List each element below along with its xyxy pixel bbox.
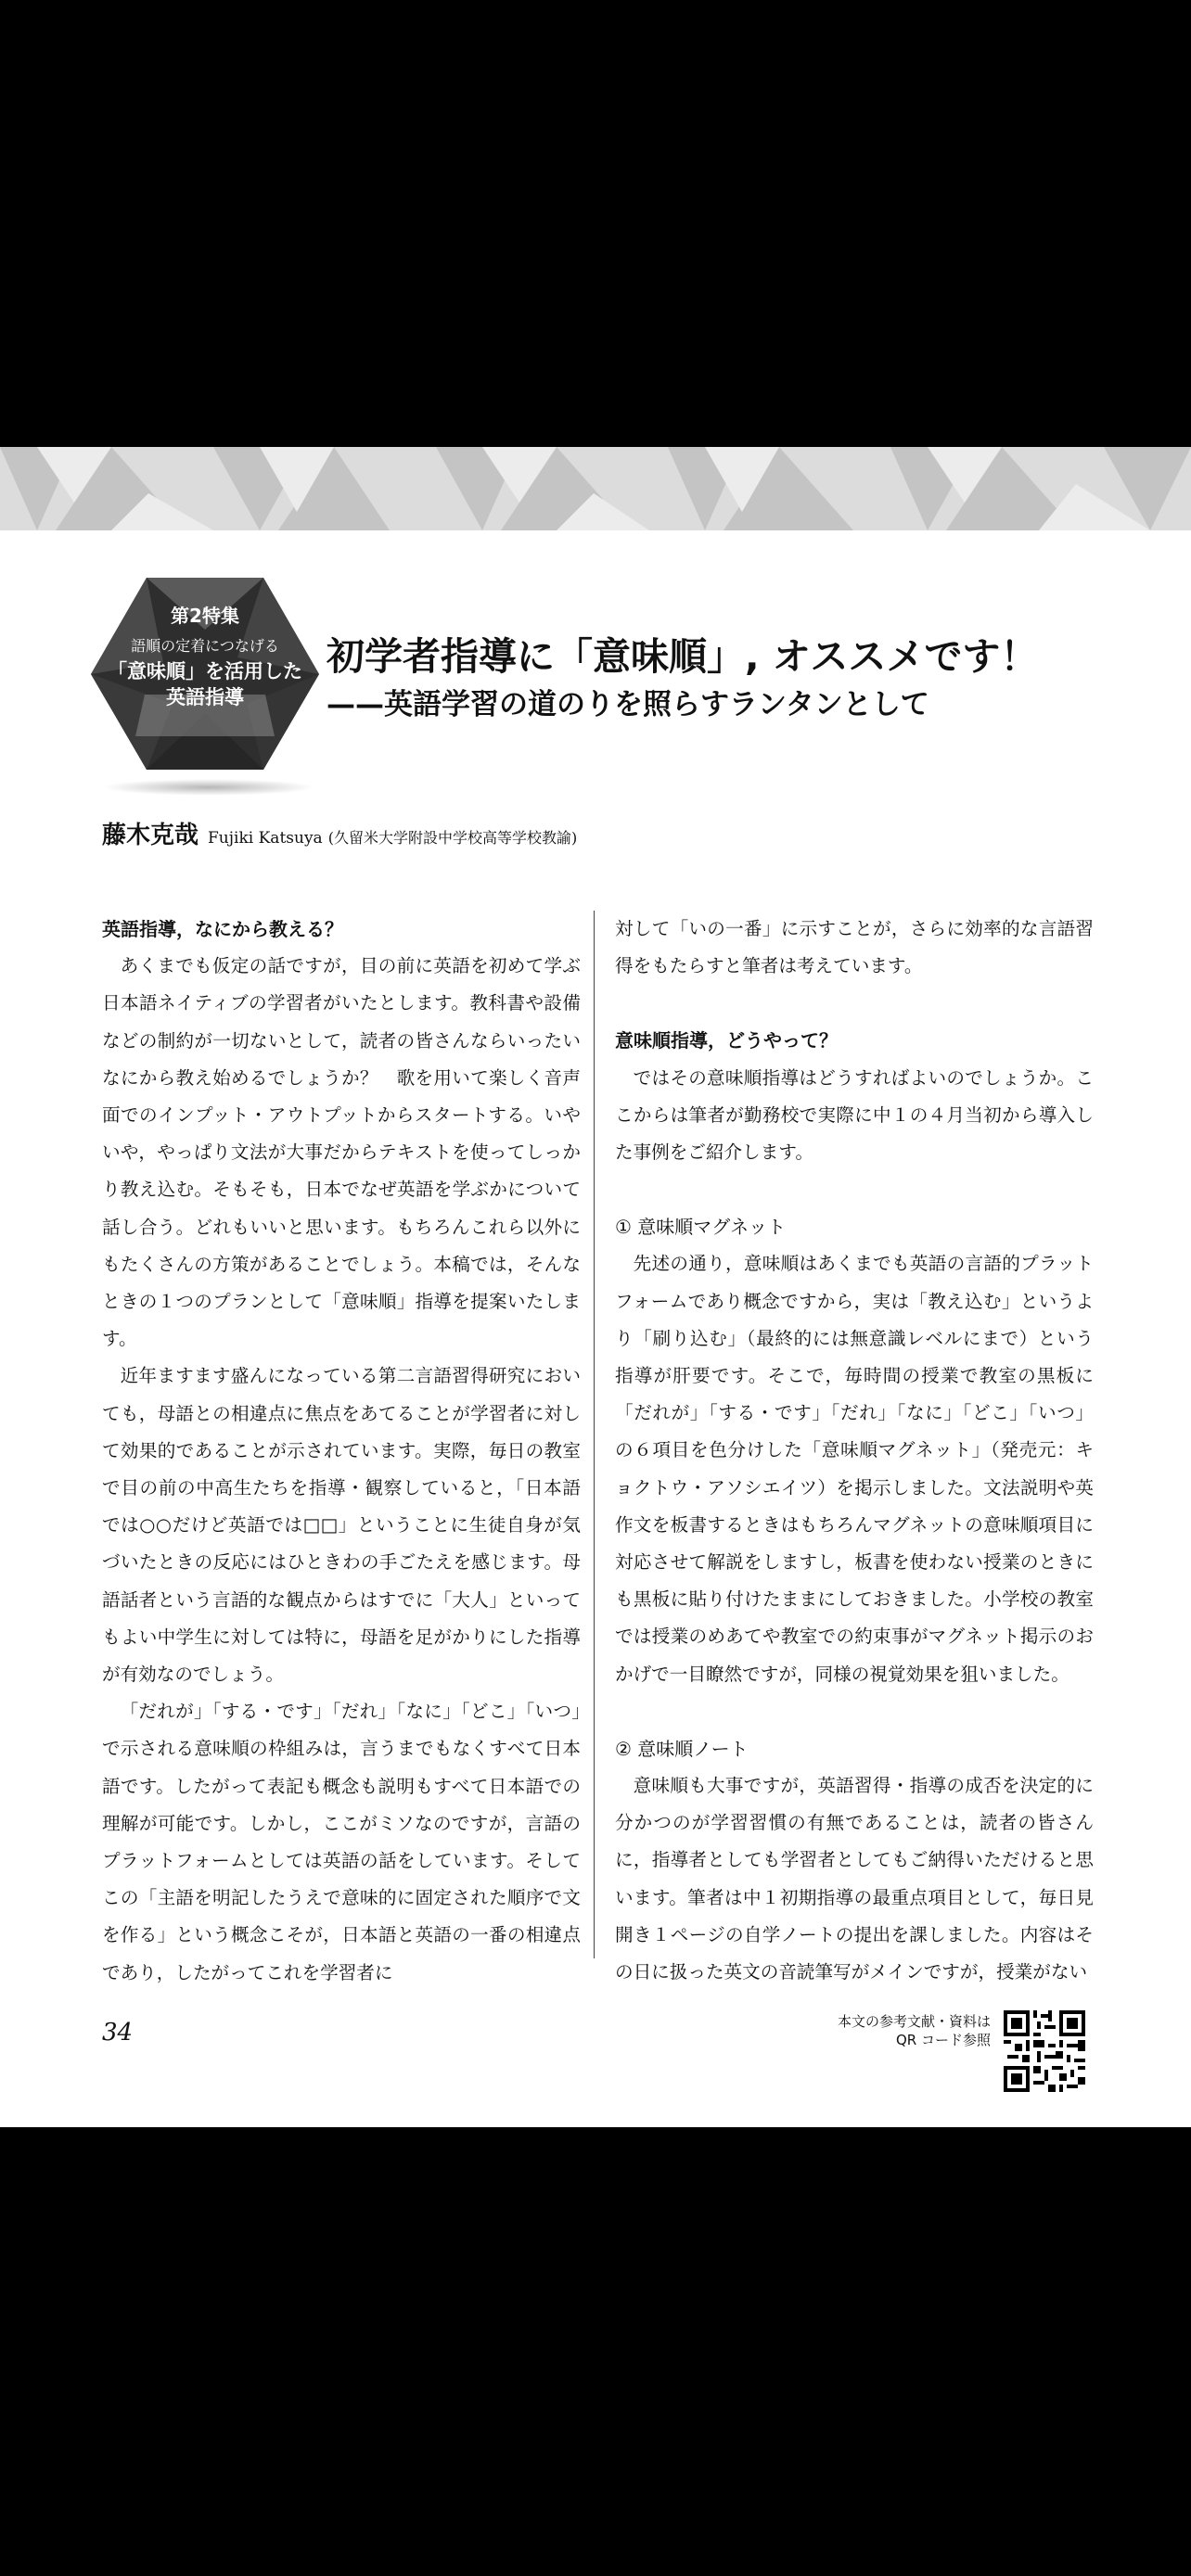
right-column (615, 911, 1094, 1991)
badge-line2: 「意味順」を活用した (108, 660, 302, 682)
section-heading: 英語指導，なにから教える？ (102, 918, 343, 940)
qr-note (805, 2012, 991, 2049)
subsection-heading: ① 意味順マグネット (615, 1216, 787, 1239)
subsection-heading: ② 意味順ノート (615, 1737, 749, 1760)
article-title: 初学者指導に「意味順」, オススメです！ (327, 634, 1039, 679)
column-divider (594, 911, 595, 1958)
article-page (0, 447, 1191, 2127)
paragraph: あくまでも仮定の話ですが，目の前に英語を初めて学ぶ日本語ネイティブの学習者がいたとします。教科書や設備などの制約が一切ないとして，読者の皆さんならいったいなにから教え始めるでしょうか？ 歌を用いて楽しく音声面でのインプット・アウトプットからスタートする。いやいや，やっぱり文法が大事だからテキストを使ってしっかり教え込む。そもそも，日本でなぜ英語を学ぶかについて話し合う。どれもいいと思います。もちろんこれら以外にもたくさんの方策があることでしょう。本稿では，そんなときの１つのプランとして「意味順」指導を提案いたします。 (102, 955, 581, 1350)
section-heading: 意味順指導，どうやって？ (615, 1029, 838, 1052)
qr-note-line1: 本文の参考文献・資料は (837, 2013, 991, 2030)
qr-code-icon[interactable] (1004, 2010, 1085, 2092)
paragraph: 対して「いの一番」に示すことが，さらに効率的な言語習得をもたらすと筆者は考えています。 (615, 918, 1094, 977)
paragraph: 「だれが」「する・です」「だれ」「なに」「どこ」「いつ」で示される意味順の枠組みは，言うまでもなくすべて日本語です。したがって表記も概念も説明もすべて日本語での理解が可能です。しかし，ここがミソなのですが，言語のプラットフォームとしては英語の話をしています。そしてこの「主語を明記したうえで意味的に固定された順序で文を作る」という概念こそが，日本語と英語の一番の相違点であり，したがってこれを学習者に (102, 1701, 581, 1983)
decorative-banner (0, 447, 1191, 530)
article-subtitle: ——英語学習の道のりを照らすランタンとして (327, 688, 929, 721)
qr-note-line2: QR コード参照 (896, 2032, 991, 2048)
paragraph: 先述の通り，意味順はあくまでも英語の言語的プラットフォームであり概念ですから，実は「教え込む」というより「刷り込む」（最終的には無意識レベルにまで）という指導が肝要です。そこで，毎時間の授業で教室の黒板に「だれが」「する・です」「だれ」「なに」「どこ」「いつ」の６項目を色分けした「意味順マグネット」（発売元：キョクトウ・アソシエイツ）を掲示しました。文法説明や英作文を板書するときはもちろんマグネットの意味順項目に対応させて解説をしますし，板書を使わない授業のときにも黒板に貼り付けたままにしておきました。小学校の教室では授業のめあてや教室での約束事がマグネット掲示のおかげで一目瞭然ですが，同様の視覚効果を狙いました。 (615, 1253, 1094, 1685)
page-number: 34 (102, 2019, 134, 2047)
badge-line1: 語順の定着につなげる (131, 637, 279, 655)
paragraph: ではその意味順指導はどうすればよいのでしょうか。ここからは筆者が勤務校で実際に中１の４月当初から導入した事例をご紹介します。 (615, 1066, 1094, 1164)
badge-special-label: 第2特集 (171, 605, 239, 627)
author-name-jp: 藤木克哉 (102, 822, 199, 849)
badge-line3: 英語指導 (166, 686, 244, 708)
author-name-en: Fujiki Katsuya (208, 829, 323, 848)
badge-shadow (102, 779, 315, 796)
left-column (102, 911, 581, 1992)
author-line (102, 816, 577, 850)
badge-text (89, 603, 321, 710)
author-affiliation: (久留米大学附設中学校高等学校教諭) (327, 829, 578, 847)
paragraph: 意味順も大事ですが，英語習得・指導の成否を決定的に分かつのが学習習慣の有無であることは，読者の皆さんに，指導者としても学習者としてもご納得いただけると思います。筆者は中１初期指導の最重点項目として，毎日見開き１ページの自学ノートの提出を課しました。内容はその日に扱った英文の音読筆写がメインですが，授業がない (615, 1775, 1094, 1983)
paragraph: 近年ますます盛んになっている第二言語習得研究においても，母語との相違点に焦点をあてることが学習者に対して効果的であることが示されています。実際，毎日の教室で目の前の中高生たちを指導・観察していると，「日本語では○○だけど英語では□□」ということに生徒自身が気づいたときの反応にはひときわの手ごたえを感じます。母語話者という言語的な観点からはすでに「大人」といってもよい中学生に対しては特に，母語を足がかりにした指導が有効なのでしょう。 (102, 1365, 581, 1686)
